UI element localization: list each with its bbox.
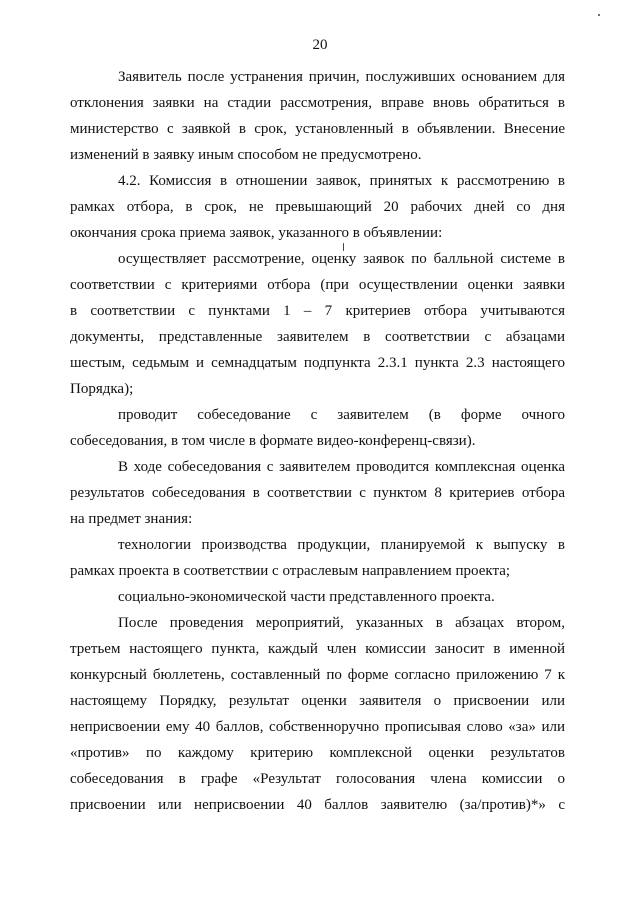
text-line: соответствии с критериями отбора (при осуществлении оценки заявки (70, 277, 565, 293)
page-number: 20 (312, 37, 328, 53)
text-line: проводит собеседование с заявителем (в форме очного (118, 407, 565, 423)
text-line: окончания срока приема заявок, указанного в объявлении: (70, 225, 443, 241)
text-line: документы, представленные заявителем в соответствии с абзацами (70, 329, 565, 345)
text-line: 4.2. Комиссия в отношении заявок, принятых к рассмотрению в (118, 173, 565, 189)
text-line: осуществляет рассмотрение, оценку заявок по балльной системе в (118, 251, 565, 267)
text-line: конкурсный бюллетень, составленный по форме согласно приложению 7 к (70, 667, 565, 683)
text-line: третьем настоящего пункта, каждый член комиссии заносит в именной (70, 641, 565, 657)
text-line: Заявитель после устранения причин, послуживших основанием для (118, 69, 565, 85)
text-line: собеседования, в том числе в формате видео-конференц-связи). (70, 433, 476, 449)
text-line: «против» по каждому критерию комплексной оценки результатов (70, 745, 565, 761)
text-line: социально-экономической части представленного проекта. (118, 589, 495, 605)
text-line: результатов собеседования в соответствии с пунктом 8 критериев отбора (70, 485, 565, 501)
text-line: шестым, седьмым и семнадцатым подпункта 2.3.1 пункта 2.3 настоящего (70, 355, 565, 371)
text-line: на предмет знания: (70, 511, 193, 527)
text-line: После проведения мероприятий, указанных в абзацах втором, (118, 615, 565, 631)
text-line: собеседования в графе «Результат голосования члена комиссии о (70, 771, 565, 787)
text-line: настоящему Порядку, результат оценки заявителя о присвоении или (70, 693, 565, 709)
text-line: министерство с заявкой в срок, установленный в объявлении. Внесение (70, 121, 565, 137)
text-line: Порядка); (70, 381, 134, 397)
text-line: технологии производства продукции, планируемой к выпуску в (118, 537, 565, 553)
text-line: в соответствии с пунктами 1 – 7 критериев отбора учитываются (70, 303, 565, 319)
text-line: В ходе собеседования с заявителем проводится комплексная оценка (118, 459, 565, 475)
scan-speck (343, 243, 344, 251)
text-line: присвоении или неприсвоении 40 баллов заявителю (за/против)*» с (70, 797, 565, 813)
text-line: отклонения заявки на стадии рассмотрения, вправе вновь обратиться в (70, 95, 565, 111)
text-line: рамках проекта в соответствии с отраслевым направлением проекта; (70, 563, 511, 579)
scan-speck (598, 14, 600, 16)
text-line: неприсвоении ему 40 баллов, собственноручно прописывая слово «за» или (70, 719, 565, 735)
text-line: изменений в заявку иным способом не предусмотрено. (70, 147, 422, 163)
text-line: рамках отбора, в срок, не превышающий 20 рабочих дней со дня (70, 199, 565, 215)
